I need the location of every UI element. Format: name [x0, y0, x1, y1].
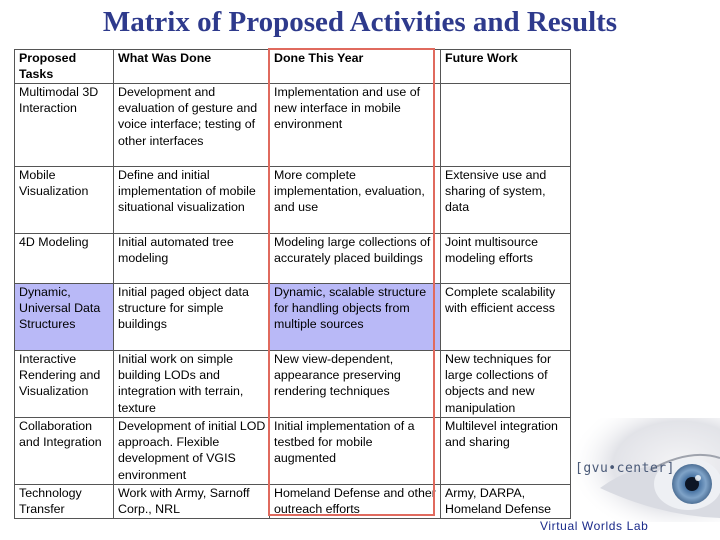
done-cell: Initial automated tree modeling [114, 234, 270, 284]
future-cell [441, 84, 571, 167]
task-cell: Technology Transfer [15, 485, 114, 519]
table-row [15, 485, 571, 519]
table-row [15, 284, 571, 351]
table-row [15, 84, 571, 167]
future-cell: Joint multisource modeling efforts [441, 234, 571, 284]
this-year-cell: More complete implementation, evaluation, and use [270, 167, 441, 234]
this-year-cell: Initial implementation of a testbed for mobile augmented [270, 418, 441, 485]
done-cell: Define and initial implementation of mobile situational visualization [114, 167, 270, 234]
this-year-cell: New view-dependent, appearance preserving rendering techniques [270, 351, 441, 418]
done-cell: Initial work on simple building LODs and integration with terrain, texture [114, 351, 270, 418]
task-cell: Mobile Visualization [15, 167, 114, 234]
done-cell: Development of initial LOD approach. Flexible development of VGIS environment [114, 418, 270, 485]
future-cell: Extensive use and sharing of system, data [441, 167, 571, 234]
slide-title: Matrix of Proposed Activities and Results [102, 6, 618, 38]
future-cell: Multilevel integration and sharing [441, 418, 571, 485]
future-cell: New techniques for large collections of objects and new manipulation [441, 351, 571, 418]
this-year-cell-highlighted: Dynamic, scalable structure for handling objects from multiple sources [270, 284, 441, 351]
header-done-this-year: Done This Year [270, 50, 441, 84]
activities-matrix [14, 49, 571, 519]
task-cell: Collaboration and Integration [15, 418, 114, 485]
done-cell: Initial paged object data structure for simple buildings [114, 284, 270, 351]
this-year-cell: Modeling large collections of accurately placed buildings [270, 234, 441, 284]
gvu-center-logo: [gvu•center] [575, 461, 675, 476]
header-what-was-done: What Was Done [114, 50, 270, 84]
table-row [15, 418, 571, 485]
this-year-cell: Implementation and use of new interface in mobile environment [270, 84, 441, 167]
task-cell: 4D Modeling [15, 234, 114, 284]
done-cell: Development and evaluation of gesture and voice interface; testing of other interfaces [114, 84, 270, 167]
header-row [15, 50, 571, 84]
done-cell: Work with Army, Sarnoff Corp., NRL [114, 485, 270, 519]
this-year-cell: Homeland Defense and other outreach efforts [270, 485, 441, 519]
task-cell-highlighted: Dynamic, Universal Data Structures [15, 284, 114, 351]
table-row [15, 351, 571, 418]
task-cell: Interactive Rendering and Visualization [15, 351, 114, 418]
header-proposed-tasks: Proposed Tasks [15, 50, 114, 84]
table-row [15, 167, 571, 234]
header-future-work: Future Work [441, 50, 571, 84]
lab-name: Virtual Worlds Lab [540, 519, 649, 533]
future-cell: Army, DARPA, Homeland Defense [441, 485, 571, 519]
task-cell: Multimodal 3D Interaction [15, 84, 114, 167]
future-cell: Complete scalability with efficient access [441, 284, 571, 351]
table-row [15, 234, 571, 284]
